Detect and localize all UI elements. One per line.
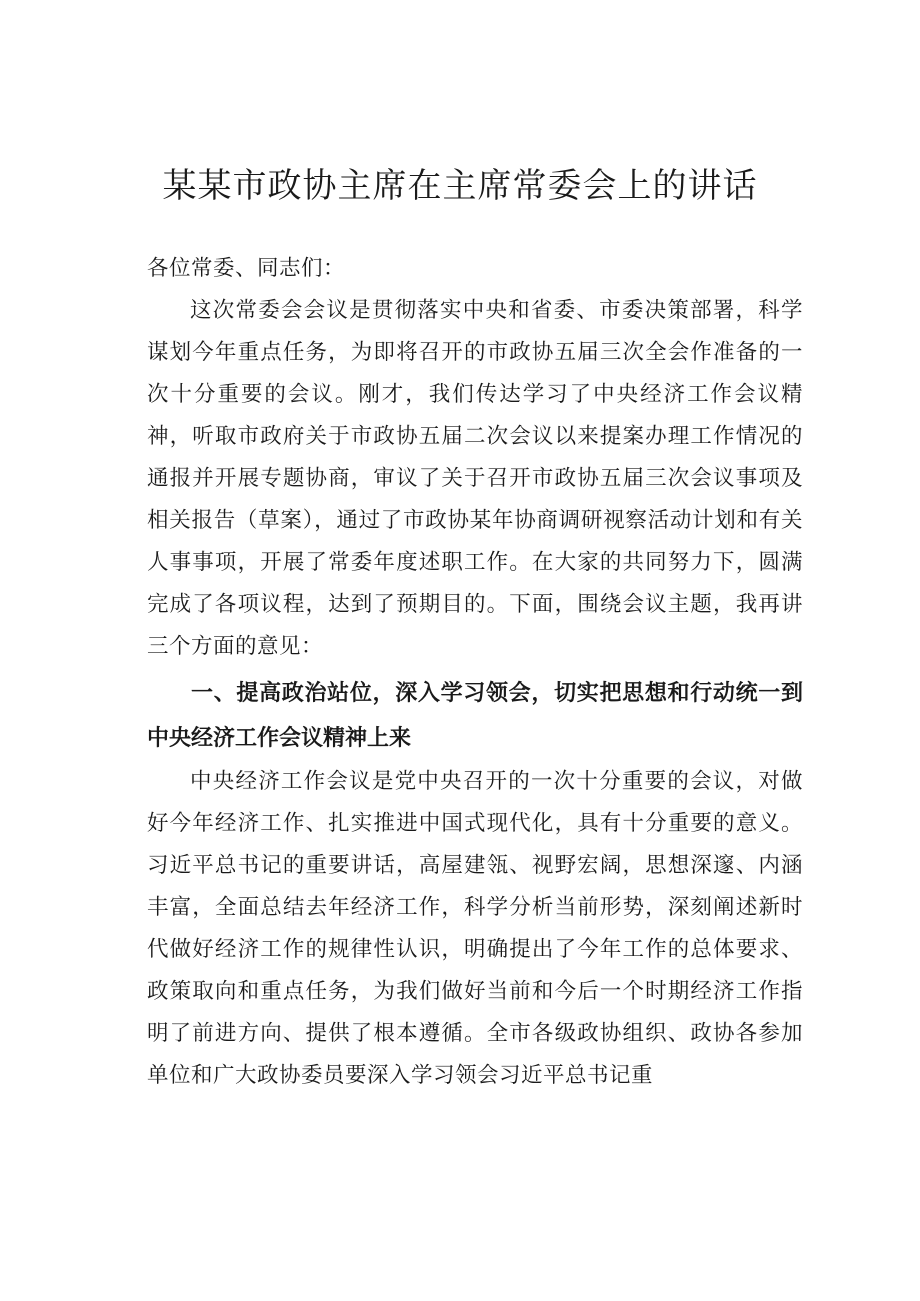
salutation: 各位常委、同志们： <box>147 256 346 281</box>
intro-paragraph: 这次常委会会议是贯彻落实中央和省委、市委决策部署，科学谋划今年重点任务，为即将召开的市政协五届三次全会作准备的一次十分重要的会议。刚才，我们传达学习了中央经济工作会议精神，听取市政府关于市政协五届二次会议以来提案办理工作情况的通报并开展专题协商，审议了关于召开市政协五届三次会议事项及相关报告（草案），通过了市政协某年协商调研视察活动计划和有关人事事项，开展了常委年度述职工作。在大家的共同努力下，圆满完成了各项议程，达到了预期目的。下面，围绕会议主题，我再讲三个方面的意见： <box>147 298 803 659</box>
document-body <box>147 248 803 1097</box>
section-1-paragraph: 中央经济工作会议是党中央召开的一次十分重要的会议，对做好今年经济工作、扎实推进中国式现代化，具有十分重要的意义。习近平总书记的重要讲话，高屋建瓴、视野宏阔，思想深邃、内涵丰富，全面总结去年经济工作，科学分析当前形势，深刻阐述新时代做好经济工作的规律性认识，明确提出了今年工作的总体要求、政策取向和重点任务，为我们做好当前和今后一个时期经济工作指明了前进方向、提供了根本遵循。全市各级政协组织、政协各参加单位和广大政协委员要深入学习领会习近平总书记重 <box>147 769 803 1088</box>
document-title: 某某市政协主席在主席常委会上的讲话 <box>162 166 758 206</box>
section-heading-1: 一、提高政治站位，深入学习领会，切实把思想和行动统一到中央经济工作会议精神上来 <box>147 681 803 751</box>
